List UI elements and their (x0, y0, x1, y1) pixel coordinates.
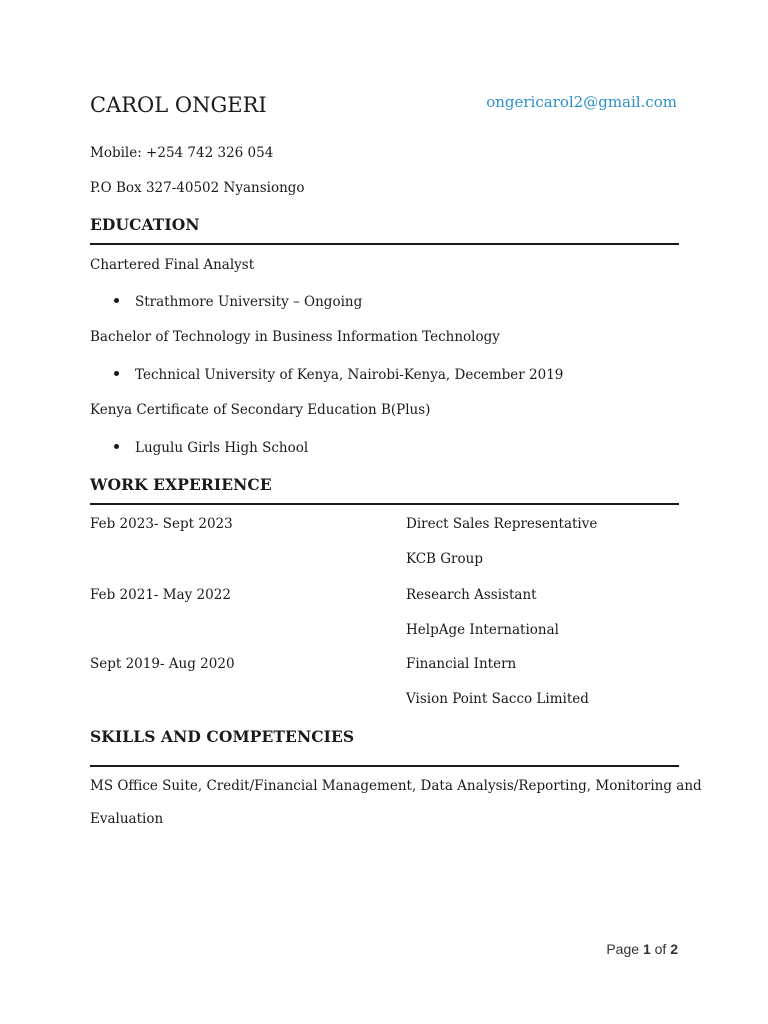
bullet-icon (114, 298, 119, 303)
work-role: Direct Sales Representative (406, 516, 598, 532)
page-of-label: of (654, 941, 667, 957)
candidate-name: CAROL ONGERI (90, 93, 267, 117)
work-organization: Vision Point Sacco Limited (406, 691, 589, 707)
education-divider (90, 243, 679, 245)
work-role: Financial Intern (406, 656, 517, 672)
work-dates: Feb 2023- Sept 2023 (90, 516, 233, 532)
bullet-icon (114, 371, 119, 376)
postal-address: P.O Box 327-40502 Nyansiongo (90, 180, 305, 196)
education-title: Chartered Final Analyst (90, 257, 255, 273)
email-link[interactable]: ongericarol2@gmail.com (486, 93, 677, 111)
education-institution: Technical University of Kenya, Nairobi-Kenya, December 2019 (135, 367, 564, 383)
education-detail (114, 440, 308, 456)
education-institution: Lugulu Girls High School (135, 440, 309, 456)
page-current: 1 (642, 941, 651, 957)
skills-divider (90, 765, 679, 767)
page-total: 2 (670, 941, 678, 957)
work-organization: KCB Group (406, 551, 483, 567)
skills-text: MS Office Suite, Credit/Financial Management, Data Analysis/Reporting, Monitoring and (90, 778, 702, 794)
page-label: Page (606, 941, 640, 957)
work-role: Research Assistant (406, 587, 537, 603)
education-heading: EDUCATION (90, 215, 200, 234)
skills-text-continued: Evaluation (90, 811, 164, 827)
work-dates: Feb 2021- May 2022 (90, 587, 231, 603)
education-institution: Strathmore University – Ongoing (135, 294, 363, 310)
education-title: Bachelor of Technology in Business Information Technology (90, 329, 500, 345)
work-divider (90, 503, 679, 505)
education-title: Kenya Certificate of Secondary Education B(Plus) (90, 402, 431, 418)
work-dates: Sept 2019- Aug 2020 (90, 656, 235, 672)
skills-heading: SKILLS AND COMPETENCIES (90, 727, 355, 746)
work-experience-heading: WORK EXPERIENCE (90, 475, 272, 494)
page-number (606, 941, 678, 957)
bullet-icon (114, 444, 119, 449)
education-detail (114, 294, 362, 310)
mobile-number: Mobile: +254 742 326 054 (90, 145, 274, 161)
work-organization: HelpAge International (406, 622, 559, 638)
education-detail (114, 367, 563, 383)
